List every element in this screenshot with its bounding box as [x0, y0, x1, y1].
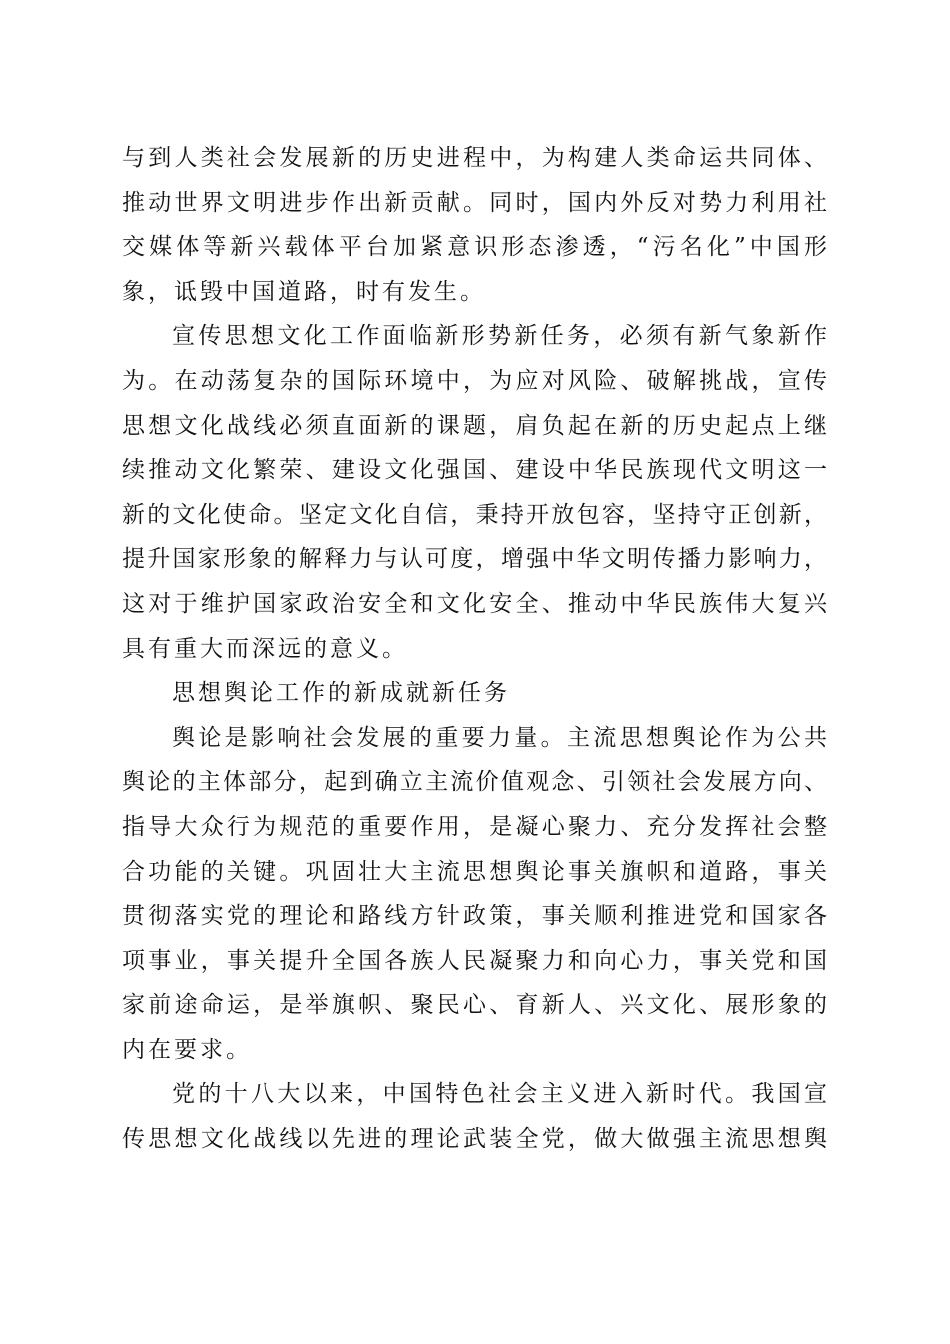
text-line: 党的十八大以来，中国特色社会主义进入新时代。我国宣 — [172, 1081, 827, 1108]
text-line: 指导大众行为规范的重要作用，是凝心聚力、充分发挥社会整 — [122, 813, 827, 840]
text-line: 具有重大而深远的意义。 — [122, 635, 408, 662]
text-line: 家前途命运，是举旗帜、聚民心、育新人、兴文化、展形象的 — [122, 992, 827, 1019]
text-line: 舆论的主体部分，起到确立主流价值观念、引领社会发展方向、 — [122, 769, 827, 796]
text-line: 思想文化战线必须直面新的课题，肩负起在新的历史起点上继 — [122, 412, 827, 439]
text-line: 新的文化使命。坚定文化自信，秉持开放包容，坚持守正创新， — [122, 501, 827, 528]
text-line: 交媒体等新兴载体平台加紧意识形态渗透，“污名化”中国形 — [122, 234, 827, 261]
text-line: 推动世界文明进步作出新贡献。同时，国内外反对势力利用社 — [122, 189, 827, 216]
text-line: 与到人类社会发展新的历史进程中，为构建人类命运共同体、 — [122, 145, 827, 171]
text-line: 思想舆论工作的新成就新任务 — [172, 680, 510, 707]
document-body — [122, 136, 827, 1162]
text-line: 提升国家形象的解释力与认可度，增强中华文明传播力影响力， — [122, 546, 827, 573]
text-line: 项事业，事关提升全国各族人民凝聚力和向心力，事关党和国 — [122, 947, 827, 974]
text-line: 传思想文化战线以先进的理论武装全党，做大做强主流思想舆 — [122, 1126, 827, 1153]
text-line: 宣传思想文化工作面临新形势新任务，必须有新气象新作 — [172, 323, 827, 350]
text-line: 舆论是影响社会发展的重要力量。主流思想舆论作为公共 — [172, 724, 827, 751]
text-line: 合功能的关键。巩固壮大主流思想舆论事关旗帜和道路，事关 — [122, 858, 827, 885]
text-line: 续推动文化繁荣、建设文化强国、建设中华民族现代文明这一 — [122, 457, 827, 484]
text-line: 内在要求。 — [122, 1036, 252, 1063]
text-line: 贯彻落实党的理论和路线方针政策，事关顺利推进党和国家各 — [122, 903, 827, 930]
text-line: 为。在动荡复杂的国际环境中，为应对风险、破解挑战，宣传 — [122, 367, 827, 394]
text-line: 象，诋毁中国道路，时有发生。 — [122, 278, 486, 305]
text-line: 这对于维护国家政治安全和文化安全、推动中华民族伟大复兴 — [122, 590, 827, 617]
